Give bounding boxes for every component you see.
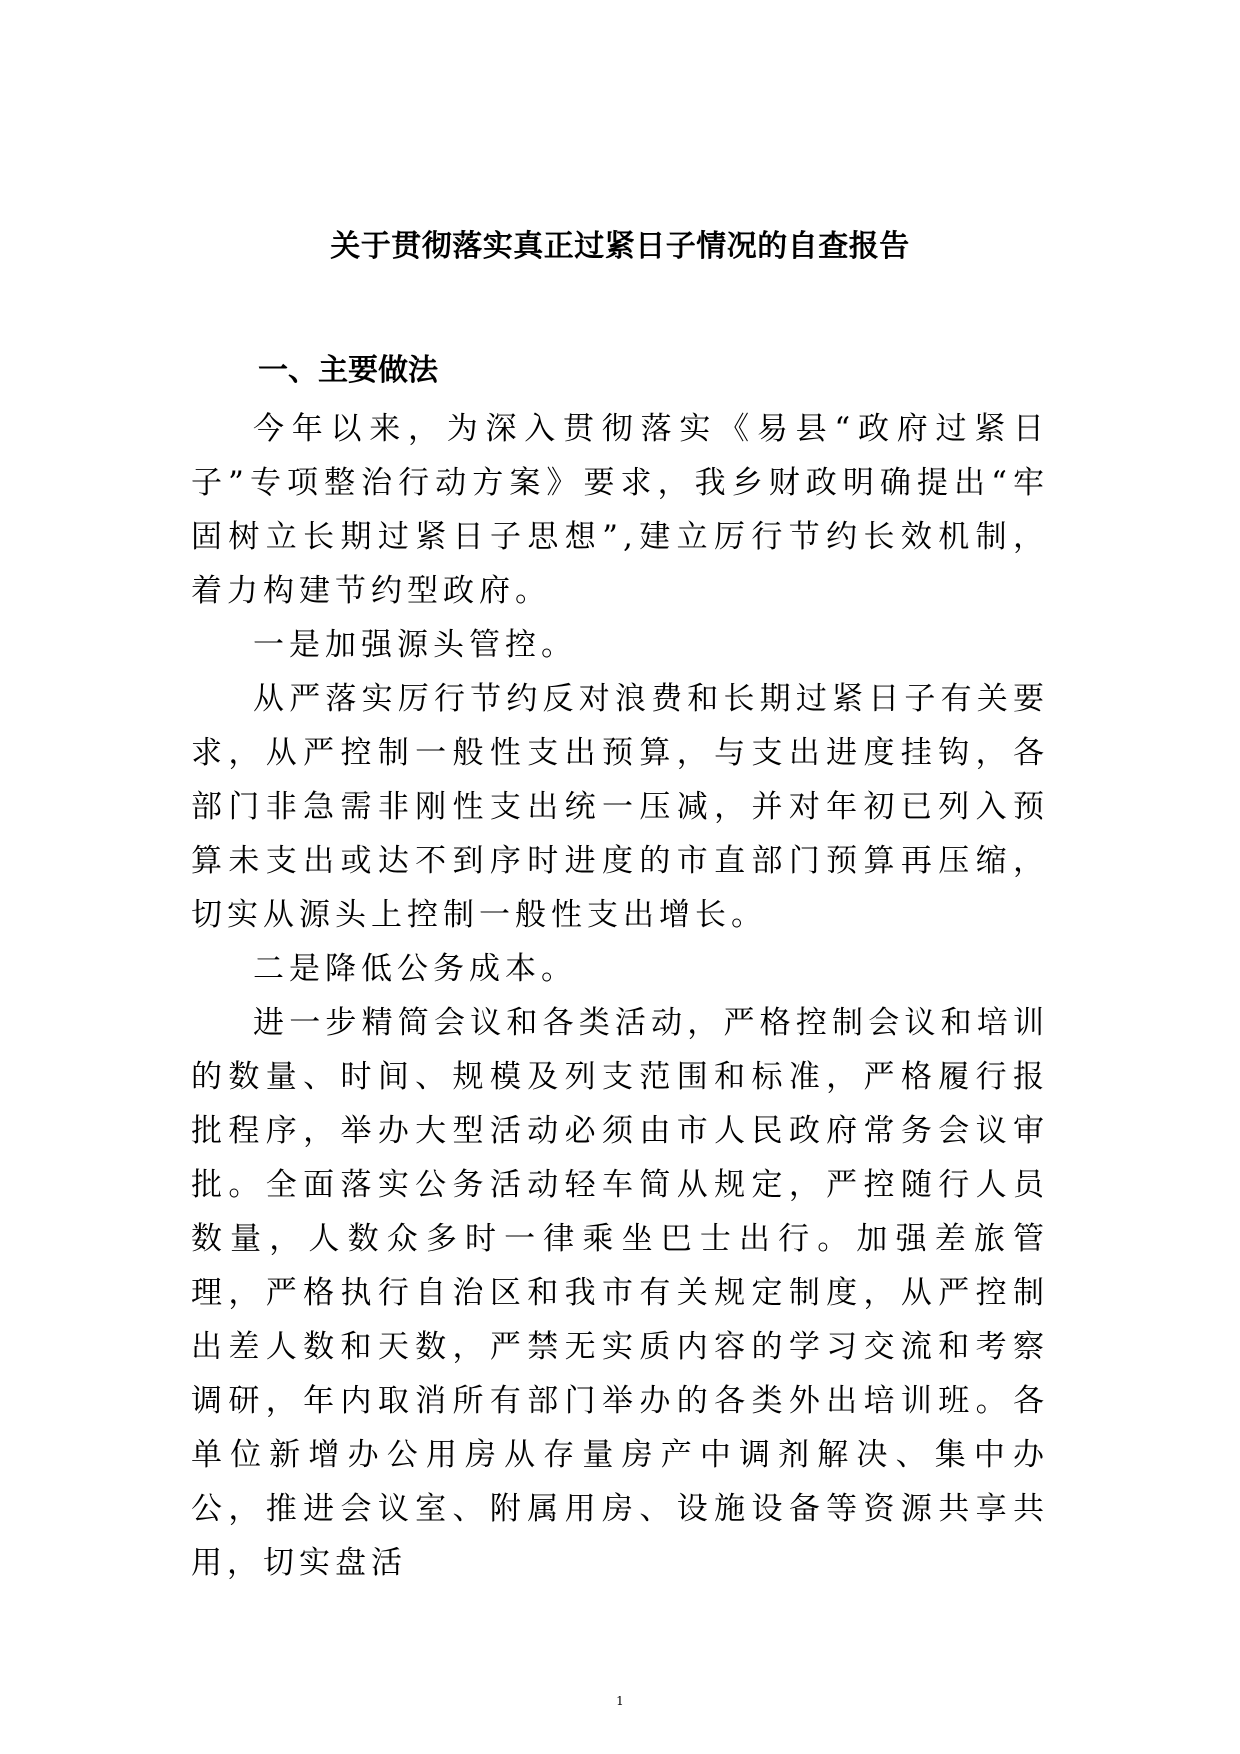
paragraph-subheading-1: 一是加强源头管控。 [253,627,577,663]
paragraph-intro: 今年以来，为深入贯彻落实《易县“政府过紧日子”专项整治行动方案》要求，我乡财政明确提出“牢固树立长期过紧日子思想”,建立厉行节约长效机制，着力构建节约型政府。 [191,411,1049,609]
page-number: 1 [616,1694,624,1708]
document-body [191,402,1049,1590]
paragraph-cost-reduction: 进一步精简会议和各类活动，严格控制会议和培训的数量、时间、规模及列支范围和标准，严格履行报批程序，举办大型活动必须由市人民政府常务会议审批。全面落实公务活动轻车简从规定，严控随行人员数量，人数众多时一律乘坐巴士出行。加强差旅管理，严格执行自治区和我市有关规定制度，从严控制出差人数和天数，严禁无实质内容的学习交流和考察调研，年内取消所有部门举办的各类外出培训班。各单位新增办公用房从存量房产中调剂解决、集中办公，推进会议室、附属用房、设施设备等资源共享共用，切实盘活 [191,1005,1049,1581]
paragraph-subheading-2: 二是降低公务成本。 [253,951,577,987]
paragraph-source-control: 从严落实厉行节约反对浪费和长期过紧日子有关要求，从严控制一般性支出预算，与支出进度挂钩，各部门非急需非刚性支出统一压减，并对年初已列入预算未支出或达不到序时进度的市直部门预算再压缩，切实从源头上控制一般性支出增长。 [191,681,1049,933]
section-heading: 一、主要做法 [258,353,438,388]
document-title: 关于贯彻落实真正过紧日子情况的自查报告 [330,229,910,264]
